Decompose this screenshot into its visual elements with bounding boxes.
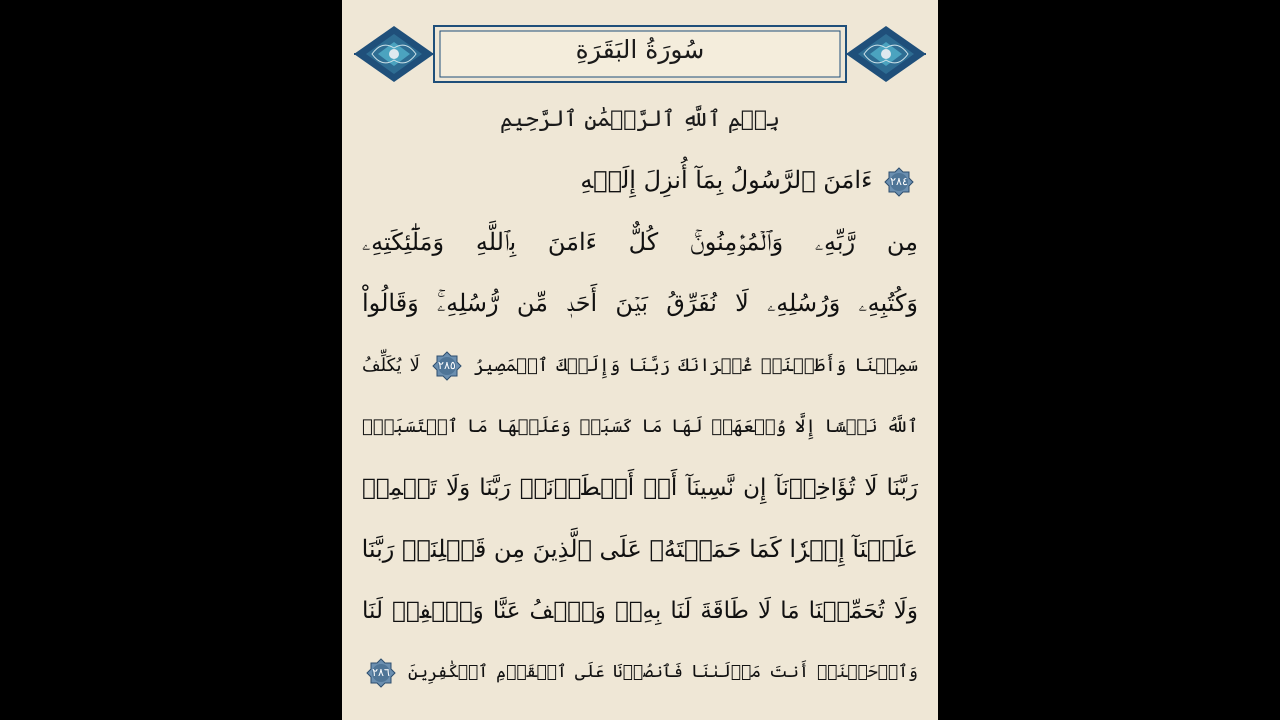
mushaf-page: [342, 0, 938, 720]
ayah-end-marker-icon: [366, 658, 396, 688]
verse-text: رَبَّنَا لَا تُؤَاخِذۡنَآ إِن نَّسِينَآ أَوۡ أَخۡطَأۡنَاۚ رَبَّنَا وَلَا تَحۡمِلۡ: [362, 474, 918, 501]
verse-text: لَا يُكَلِّفُ: [362, 354, 420, 376]
verse-line-6: [362, 458, 918, 520]
verse-line-3: [362, 273, 918, 335]
ayah-number: ٢٨٥: [438, 358, 456, 372]
letterbox-left: [0, 0, 342, 720]
verse-line-9: [362, 642, 918, 704]
arabesque-ornament-icon: [354, 26, 434, 82]
verse-text: ءَامَنَ ٱلرَّسُولُ بِمَآ أُنزِلَ إِلَيۡهِ: [580, 166, 873, 194]
verse-line-1: [362, 150, 918, 212]
verse-text: سَمِعۡنَا وَأَطَعۡنَاۖ غُفۡرَانَكَ رَبَّنَا وَإِلَيۡكَ ٱلۡمَصِيرُ: [473, 354, 918, 376]
arabesque-ornament-icon: [846, 26, 926, 82]
ayah-end-marker-icon: [884, 167, 914, 197]
verse-text: وَلَا تُحَمِّلۡنَا مَا لَا طَاقَةَ لَنَا بِهِۦۖ وَٱعۡفُ عَنَّا وَٱغۡفِرۡ لَنَا: [362, 597, 918, 624]
verses-block: [362, 150, 918, 704]
verse-text: وَكُتُبِهِۦ وَرُسُلِهِۦ لَا نُفَرِّقُ بَيۡنَ أَحَدٖ مِّن رُّسُلِهِۦۚ وَقَالُواْ: [362, 289, 918, 317]
verse-text: ٱللَّهُ نَفۡسًا إِلَّا وُسۡعَهَاۚ لَهَا مَا كَسَبَتۡ وَعَلَيۡهَا مَا ٱكۡتَسَبَتۡۗ: [362, 416, 918, 437]
verse-line-2: [362, 212, 918, 274]
surah-title: سُورَةُ البَقَرَةِ: [575, 35, 705, 64]
verse-line-8: [362, 581, 918, 643]
verse-line-4: [362, 335, 918, 397]
verse-line-7: [362, 519, 918, 581]
verse-text: وَٱرۡحَمۡنَآۚ أَنتَ مَوۡلَىٰنَا فَٱنصُرۡنَا عَلَى ٱلۡقَوۡمِ ٱلۡكَٰفِرِينَ: [408, 662, 918, 682]
ayah-end-marker-icon: [432, 351, 462, 381]
letterbox-right: [938, 0, 1280, 720]
surah-header: [350, 22, 930, 86]
ayah-number: ٢٨٦: [372, 665, 390, 679]
verse-text: عَلَيۡنَآ إِصۡرٗا كَمَا حَمَلۡتَهُۥ عَلَى ٱلَّذِينَ مِن قَبۡلِنَاۚ رَبَّنَا: [361, 535, 918, 563]
verse-line-5: [362, 396, 918, 458]
verse-text: مِن رَّبِّهِۦ وَٱلۡمُؤۡمِنُونَۚ كُلٌّ ءَامَنَ بِٱللَّهِ وَمَلَٰٓئِكَتِهِۦ: [362, 227, 918, 256]
ayah-number: ٢٨٤: [890, 174, 908, 188]
basmala: بِسۡمِ ٱللَّهِ ٱلرَّحۡمَٰنِ ٱلرَّحِيمِ: [499, 107, 781, 132]
